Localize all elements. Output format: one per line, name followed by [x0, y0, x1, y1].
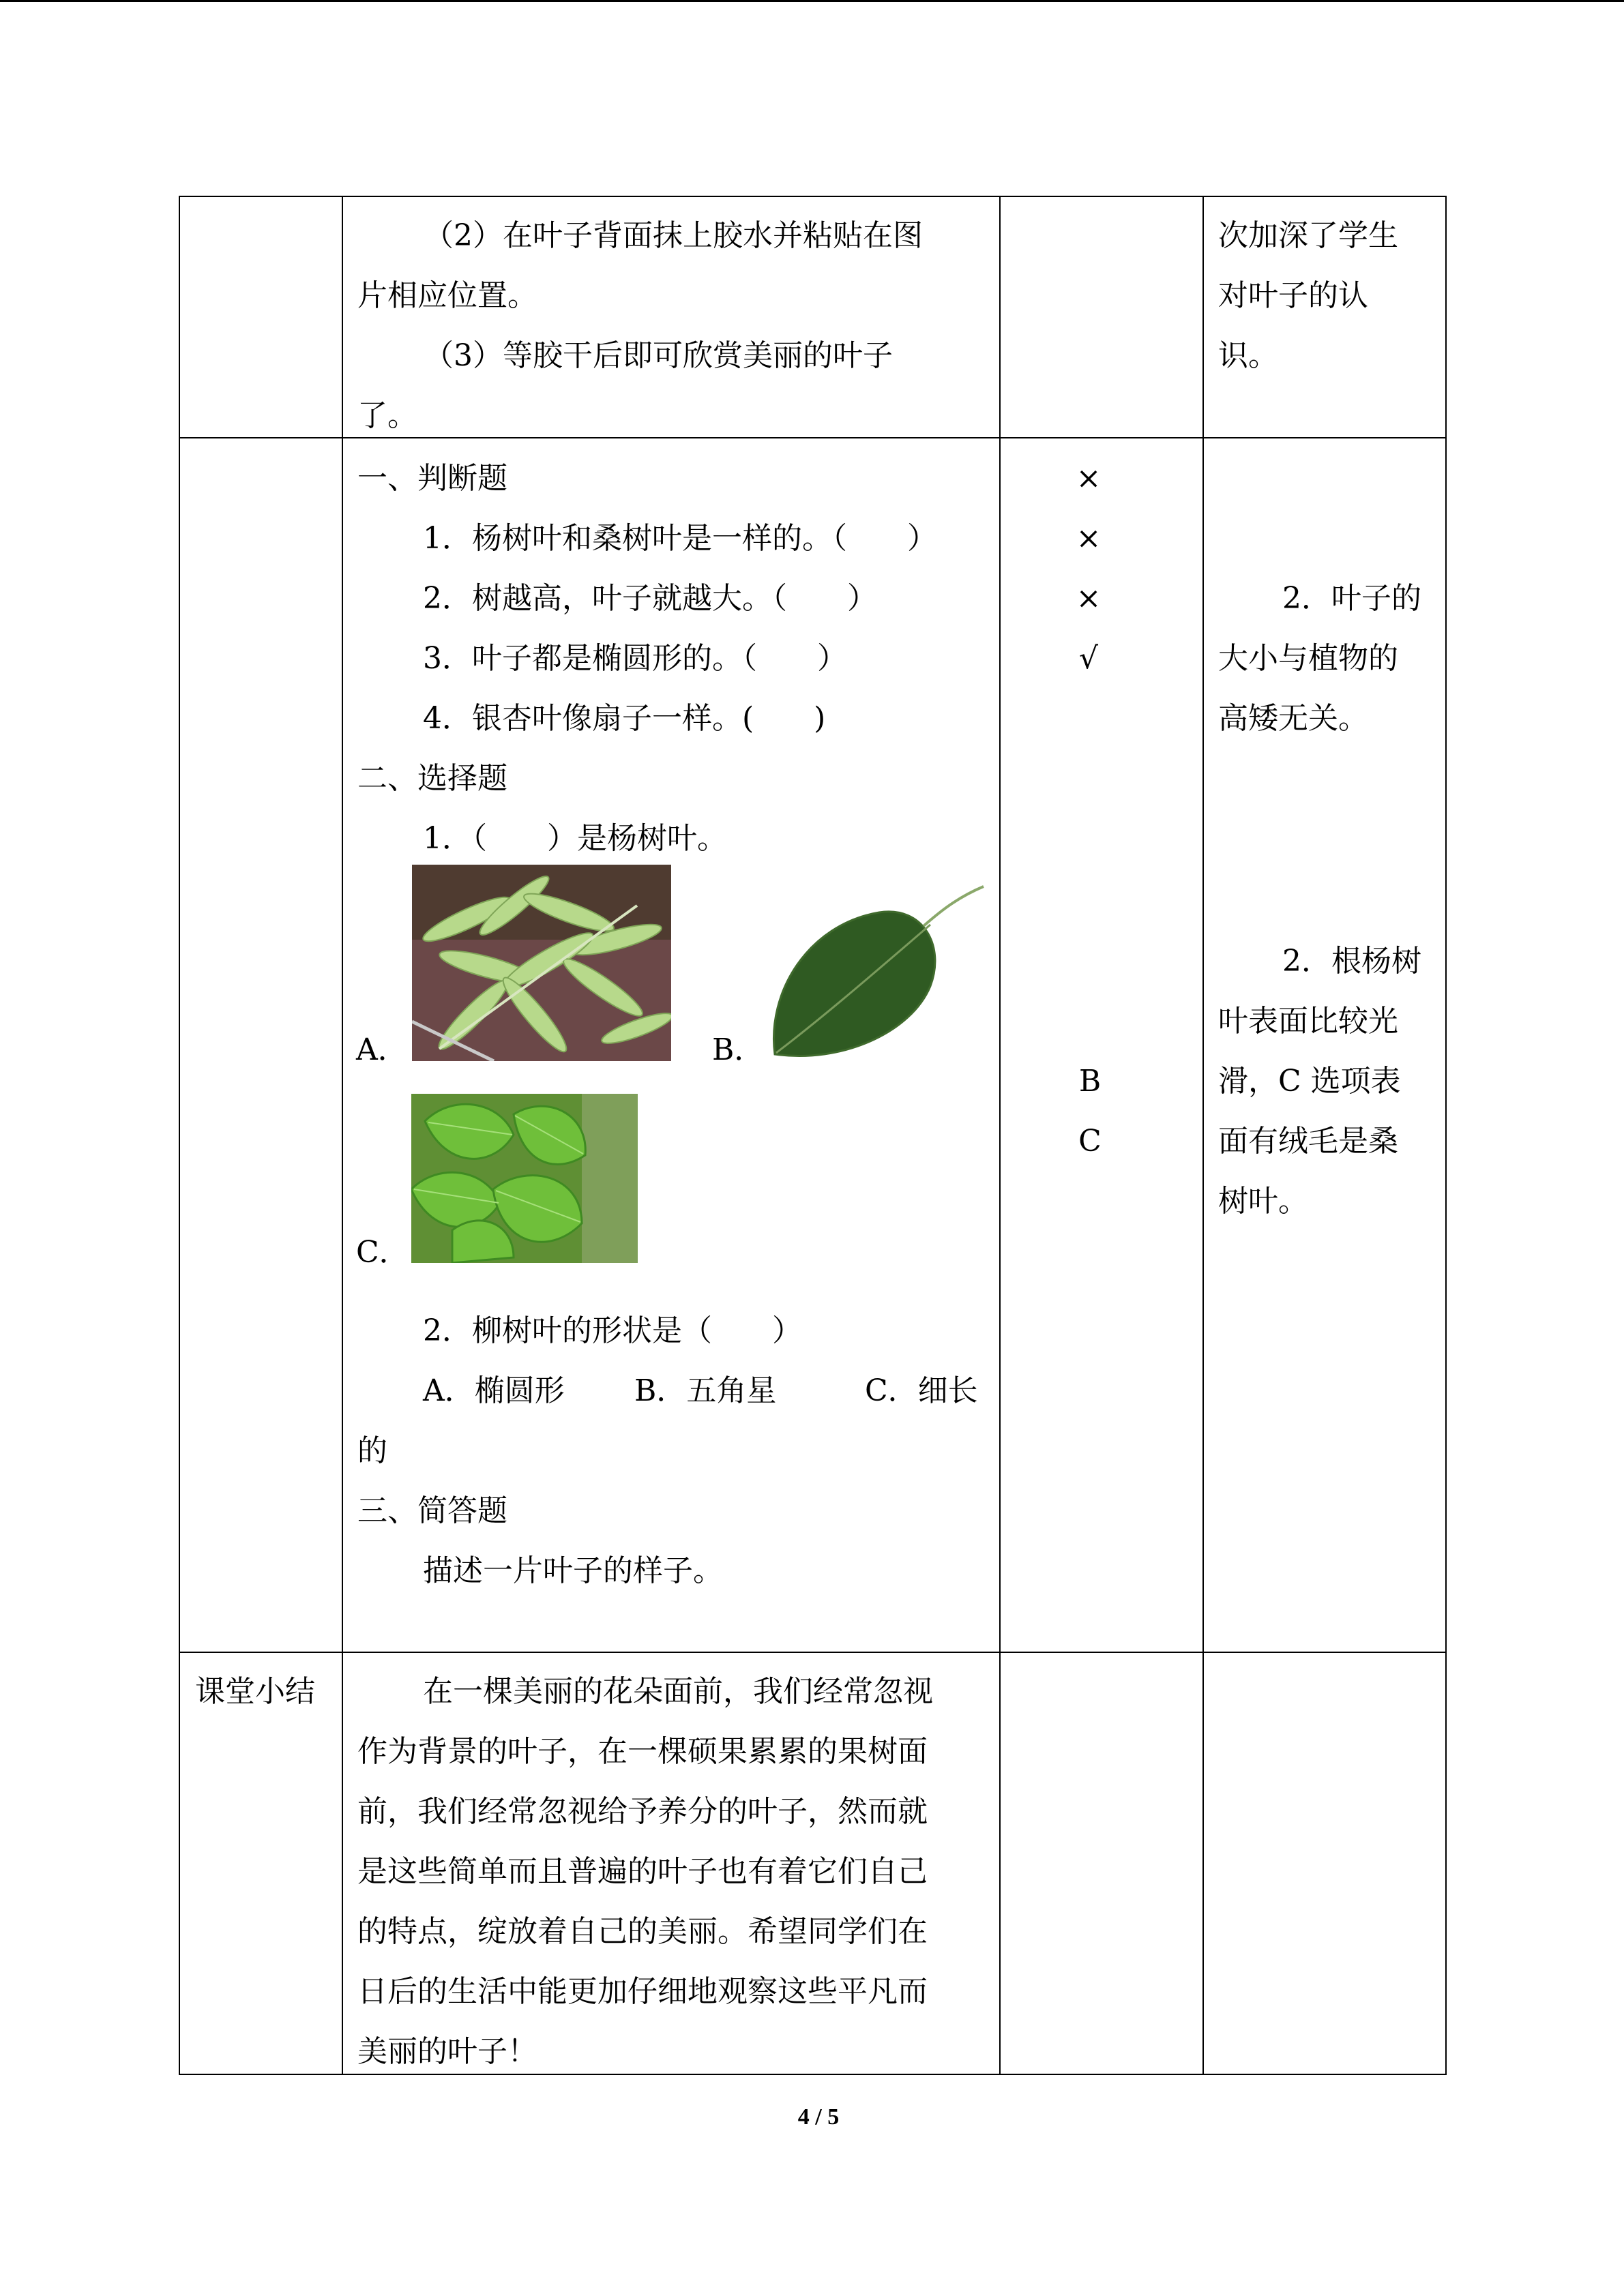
- table-rule: [179, 196, 1447, 197]
- row1-note: 次加深了学生: [1218, 218, 1398, 253]
- willow-leaves-icon: [412, 865, 671, 1061]
- judge-item: 4．银杏叶像扇子一样。( ): [423, 701, 826, 736]
- row1-note: 识。: [1218, 338, 1278, 373]
- judge-item: 1．杨树叶和桑树叶是一样的。（ ）: [423, 521, 937, 556]
- row1-line: 了。: [357, 398, 417, 433]
- choice-q2-option-c: C．细长: [865, 1373, 978, 1408]
- analysis-note: 2．叶子的: [1282, 581, 1421, 616]
- judge-item: 2．树越高，叶子就越大。（ ）: [423, 581, 877, 616]
- summary-line: 美丽的叶子！: [357, 2034, 537, 2069]
- table-rule: [179, 196, 180, 2075]
- mulberry-leaves-icon: [411, 1094, 638, 1263]
- option-b-leaf-image: [767, 884, 985, 1064]
- short-answer-question: 描述一片叶子的样子。: [423, 1553, 723, 1588]
- answer: √: [1078, 641, 1099, 676]
- summary-line: 在一棵美丽的花朵面前，我们经常忽视: [423, 1674, 933, 1709]
- judge-item: 3．叶子都是椭圆形的。（ ）: [423, 641, 847, 676]
- option-c-leaf-image: [411, 1094, 638, 1263]
- analysis-note: 树叶。: [1218, 1184, 1308, 1219]
- analysis-note: 大小与植物的: [1218, 641, 1398, 676]
- poplar-leaf-icon: [767, 884, 985, 1064]
- summary-line: 的特点，绽放着自己的美丽。希望同学们在: [357, 1914, 928, 1949]
- option-a-label: A．: [356, 1032, 408, 1067]
- answer: C: [1078, 1124, 1102, 1159]
- judge-heading: 一、判断题: [357, 461, 507, 496]
- answer: B: [1078, 1064, 1102, 1099]
- short-answer-heading: 三、简答题: [357, 1493, 507, 1528]
- row1-note: 对叶子的认: [1218, 278, 1368, 313]
- answer: ×: [1076, 521, 1102, 556]
- analysis-note: 高矮无关。: [1218, 701, 1368, 736]
- table-rule: [342, 196, 343, 2075]
- analysis-note: 2．根杨树: [1282, 944, 1421, 979]
- summary-label: 课堂小结: [195, 1674, 315, 1709]
- table-rule: [999, 196, 1001, 2075]
- page-number: 4 / 5: [797, 2104, 840, 2130]
- choice-q2-continuation: 的: [357, 1433, 387, 1468]
- choice-q2-option-a: A．椭圆形: [423, 1373, 565, 1408]
- row1-line: （2）在叶子背面抹上胶水并粘贴在图: [424, 218, 923, 253]
- summary-line: 日后的生活中能更加仔细地观察这些平凡而: [357, 1974, 928, 2009]
- table-rule: [179, 1652, 1447, 1653]
- summary-line: 前，我们经常忽视给予养分的叶子，然而就: [357, 1794, 928, 1829]
- row1-line: （3）等胶干后即可欣赏美丽的叶子: [424, 338, 893, 373]
- option-a-leaf-image: [412, 865, 671, 1061]
- option-c-label: C．: [356, 1235, 409, 1270]
- table-rule: [1445, 196, 1447, 2075]
- choice-heading: 二、选择题: [357, 761, 507, 796]
- answer: ×: [1076, 461, 1102, 496]
- option-b-label: B．: [712, 1032, 765, 1067]
- choice-q2-option-b: B．五角星: [634, 1373, 777, 1408]
- page-top-border: [0, 0, 1624, 2]
- analysis-note: 滑，C 选项表: [1218, 1064, 1401, 1099]
- row1-line: 片相应位置。: [357, 278, 537, 313]
- analysis-note: 叶表面比较光: [1218, 1004, 1398, 1039]
- choice-question-1: 1．（ ）是杨树叶。: [423, 821, 727, 856]
- answer: ×: [1076, 581, 1102, 616]
- summary-line: 作为背景的叶子，在一棵硕果累累的果树面: [357, 1734, 928, 1769]
- table-rule: [1202, 196, 1204, 2075]
- summary-line: 是这些简单而且普遍的叶子也有着它们自己: [357, 1854, 928, 1889]
- analysis-note: 面有绒毛是桑: [1218, 1124, 1398, 1159]
- choice-question-2: 2．柳树叶的形状是（ ）: [423, 1313, 802, 1348]
